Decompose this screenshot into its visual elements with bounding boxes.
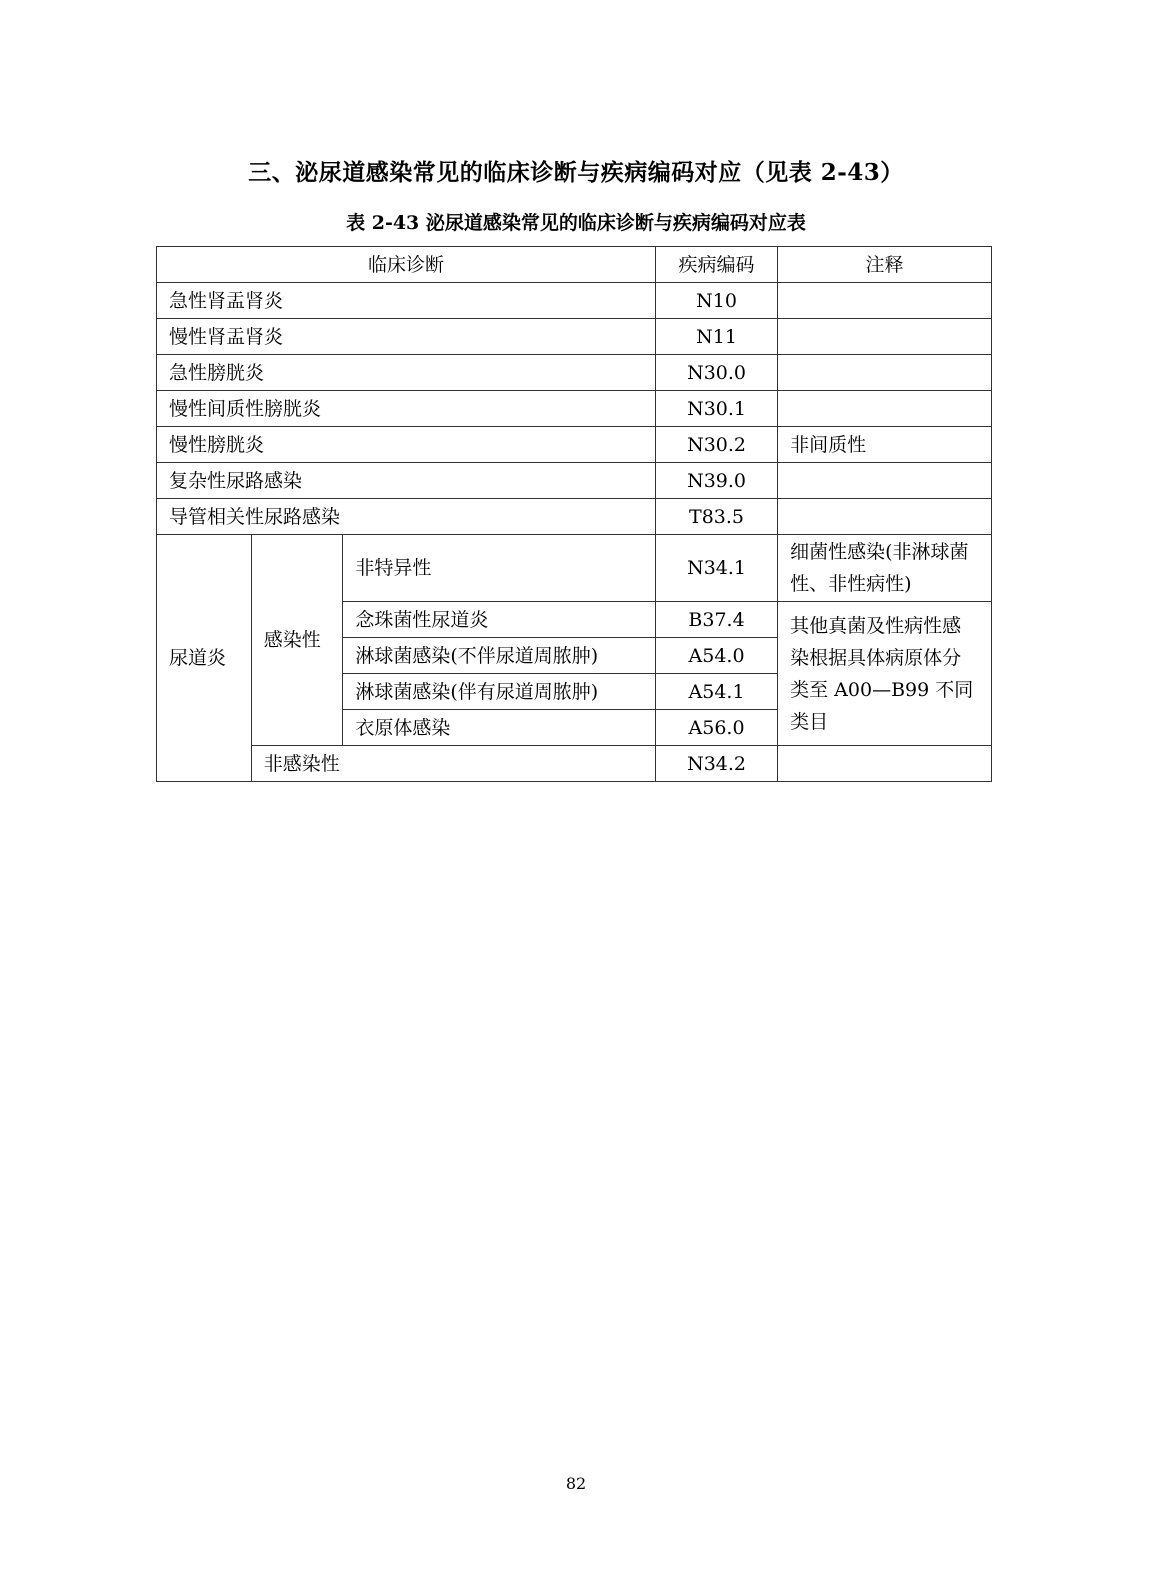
note-cell xyxy=(778,283,992,319)
note-cell xyxy=(778,319,992,355)
diagnosis-cell: 非感染性 xyxy=(251,746,655,782)
diagnosis-cell: 念珠菌性尿道炎 xyxy=(343,602,656,638)
urethritis-label-cell: 尿道炎 xyxy=(157,535,252,782)
code-cell: N10 xyxy=(655,283,777,319)
code-cell: N39.0 xyxy=(655,463,777,499)
section-heading: 三、泌尿道感染常见的临床诊断与疾病编码对应（见表 2-43） xyxy=(248,159,904,186)
diagnosis-cell: 急性肾盂肾炎 xyxy=(157,283,656,319)
table-row xyxy=(157,535,992,602)
diagnosis-code-table xyxy=(156,246,992,782)
diagnosis-cell: 复杂性尿路感染 xyxy=(157,463,656,499)
diagnosis-cell: 非特异性 xyxy=(343,535,656,602)
code-cell: N34.2 xyxy=(655,746,777,782)
note-cell xyxy=(778,499,992,535)
table-row xyxy=(157,355,992,391)
table-header-row xyxy=(157,247,992,283)
diagnosis-cell: 慢性肾盂肾炎 xyxy=(157,319,656,355)
table-row xyxy=(157,391,992,427)
code-cell: N34.1 xyxy=(655,535,777,602)
code-cell: N30.1 xyxy=(655,391,777,427)
diagnosis-cell: 衣原体感染 xyxy=(343,710,656,746)
code-cell: N11 xyxy=(655,319,777,355)
code-cell: A54.0 xyxy=(655,638,777,674)
code-cell: B37.4 xyxy=(655,602,777,638)
diagnosis-cell: 慢性间质性膀胱炎 xyxy=(157,391,656,427)
code-cell: A56.0 xyxy=(655,710,777,746)
diagnosis-cell: 淋球菌感染(伴有尿道周脓肿) xyxy=(343,674,656,710)
header-note: 注释 xyxy=(778,247,992,283)
table-row xyxy=(157,319,992,355)
diagnosis-cell: 导管相关性尿路感染 xyxy=(157,499,656,535)
table-row xyxy=(157,746,992,782)
note-cell xyxy=(778,391,992,427)
code-cell: N30.2 xyxy=(655,427,777,463)
infectious-label-cell: 感染性 xyxy=(251,535,343,746)
code-cell: T83.5 xyxy=(655,499,777,535)
note-cell: 非间质性 xyxy=(778,427,992,463)
table-caption: 表 2-43 泌尿道感染常见的临床诊断与疾病编码对应表 xyxy=(346,212,806,234)
table-row xyxy=(157,499,992,535)
shared-note-cell: 其他真菌及性病性感染根据具体病原体分类至 A00—B99 不同类目 xyxy=(778,602,992,746)
diagnosis-cell: 慢性膀胱炎 xyxy=(157,427,656,463)
page-number: 82 xyxy=(565,1474,587,1493)
header-diagnosis: 临床诊断 xyxy=(157,247,656,283)
table-row xyxy=(157,463,992,499)
table-row xyxy=(157,427,992,463)
note-cell xyxy=(778,746,992,782)
table-row xyxy=(157,283,992,319)
diagnosis-cell: 淋球菌感染(不伴尿道周脓肿) xyxy=(343,638,656,674)
note-cell xyxy=(778,355,992,391)
header-code: 疾病编码 xyxy=(655,247,777,283)
diagnosis-cell: 急性膀胱炎 xyxy=(157,355,656,391)
code-cell: A54.1 xyxy=(655,674,777,710)
code-cell: N30.0 xyxy=(655,355,777,391)
note-cell xyxy=(778,463,992,499)
note-cell: 细菌性感染(非淋球菌性、非性病性) xyxy=(778,535,992,602)
